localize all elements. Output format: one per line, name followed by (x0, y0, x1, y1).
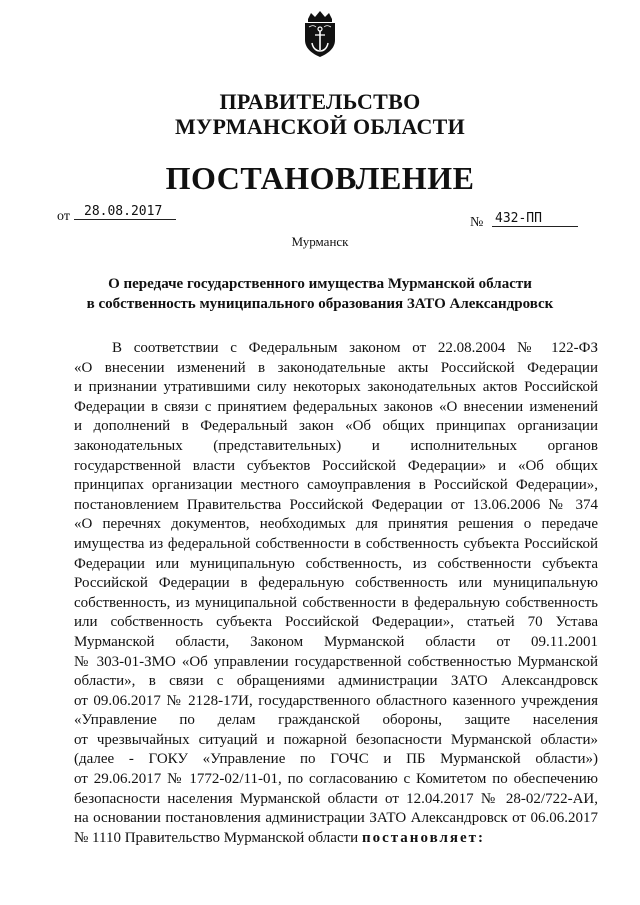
body-line: Федерации или муниципальную собственность, из собственности субъекта (74, 555, 598, 572)
document-date: 28.08.2017 (74, 204, 176, 220)
document-body (74, 339, 598, 848)
body-line: от 29.06.2017 № 1772-02/11-01, по согласованию с Комитетом по обеспечению (74, 771, 598, 788)
coat-of-arms-icon (301, 10, 339, 58)
subject-line2: в собственность муниципального образования ЗАТО Александровск (86, 296, 554, 312)
document-number: 432-ПП (492, 211, 578, 227)
body-line: Российской Федерации в федеральную собственность или муниципальную (74, 575, 598, 592)
body-line: В соответствии с Федеральным законом от 22.08.2004 № 122-ФЗ (112, 340, 598, 356)
body-line: (далее - ГОКУ «Управление по ГОЧС и ПБ Мурманской области») (74, 751, 598, 768)
body-line: «О внесении изменений в законодательные акты Российской Федерации (74, 359, 598, 376)
body-line: законодательных (представительных) и исполнительных органов (74, 437, 598, 454)
body-line: от чрезвычайных ситуаций и пожарной безопасности Мурманской области» (74, 731, 598, 748)
body-line: и дополнений в Федеральный закон «Об общих принципах организации (74, 418, 598, 435)
body-line: и признании утратившими силу некоторых законодательных актов Российской (74, 379, 598, 396)
body-line: Федерации в связи с принятием федеральных законов «О внесении изменений (74, 398, 598, 415)
date-prefix: от (57, 209, 70, 224)
body-line: «Управление по делам гражданской обороны, защите населения (74, 712, 598, 729)
body-line: «О перечнях документов, необходимых для принятия решения о передаче (74, 516, 598, 533)
document-type: ПОСТАНОВЛЕНИЕ (165, 160, 475, 196)
body-line: имущества из федеральной собственности в собственность субъекта Российской (74, 535, 598, 552)
body-line: или собственность субъекта Российской Федерации», статьей 70 Устава (74, 614, 598, 631)
body-line: Мурманской области, Законом Мурманской области от 09.11.2001 (74, 633, 598, 650)
subject-line1: О передаче государственного имущества Мурманской области (108, 276, 532, 292)
number-prefix: № (470, 215, 484, 230)
resolution-verb: постановляет: (361, 829, 486, 846)
body-line: постановлением Правительства Российской Федерации от 13.06.2006 № 374 (74, 496, 598, 513)
body-line: принципах организации местного самоуправления в Российской Федерации», (74, 477, 598, 494)
government-title-line1: ПРАВИТЕЛЬСТВО (219, 89, 421, 114)
body-line: государственной власти субъектов Российской Федерации» и «Об общих (74, 457, 598, 474)
body-last-line (74, 829, 598, 849)
body-line: безопасности населения Мурманской области от 12.04.2017 № 28-02/722-АИ, (74, 790, 598, 807)
government-title-line2: МУРМАНСКОЙ ОБЛАСТИ (174, 114, 466, 139)
body-line: от 09.06.2017 № 2128-17И, государственного областного казенного учреждения (74, 692, 598, 709)
city: Мурманск (291, 234, 349, 249)
body-last-line-text: № 1110 Правительство Мурманской области (74, 829, 362, 846)
body-line: № 303-01-ЗМО «Об управлении государственной собственностью Мурманской (74, 653, 598, 670)
document-subject (0, 274, 640, 314)
body-line: области», в связи с обращениями администрации ЗАТО Александровск (74, 673, 598, 690)
body-line: на основании постановления администрации ЗАТО Александровск от 06.06.2017 (74, 810, 598, 827)
body-line: собственность, из муниципальной собственности в федеральную собственность (74, 594, 598, 611)
